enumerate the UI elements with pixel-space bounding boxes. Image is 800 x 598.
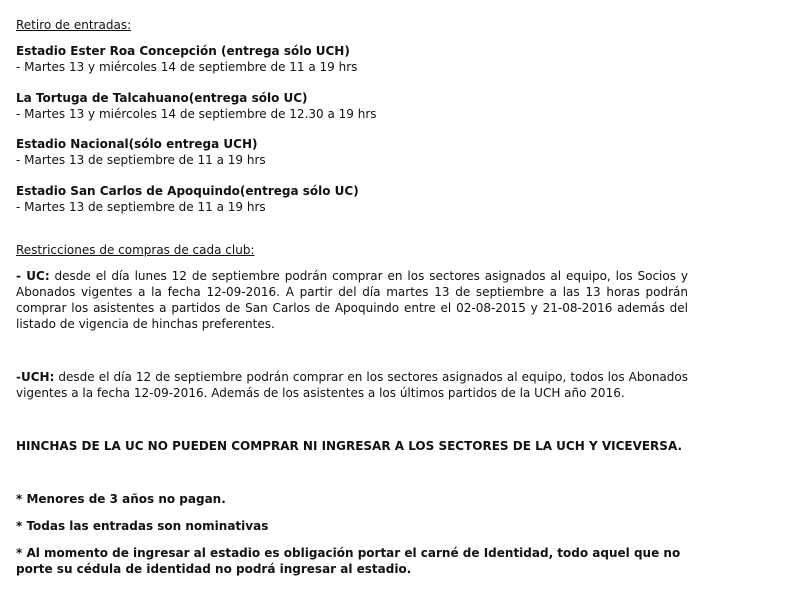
uch-restriction-text: desde el día 12 de septiembre podrán comprar en los sectores asignados al equipo, todos los Abonados vigentes a la fecha 12-09-2016. Además de los asistentes a los últimos partidos de la UCH año 2016. [16,370,688,400]
uc-label: - UC: [16,269,50,283]
fan-warning: HINCHAS DE LA UC NO PUEDEN COMPRAR NI INGRESAR A LOS SECTORES DE LA UCH Y VICEVERSA. [16,439,683,453]
uch-label: -UCH: [16,370,55,384]
pickup-heading: Retiro de entradas: [16,18,132,32]
uc-restriction-text: desde el día lunes 12 de septiembre podrán comprar en los sectores asignados al equipo, los Socios y Abonados vigentes a la fecha 12-09-2016. A partir del día martes 13 de septiembre a las 13 horas podrán comprar los asistentes a partidos de San Carlos de Apoquindo entre el 02-08-2015 y 21-08-2016 además del listado de vigencia de hinchas preferentes. [16,269,688,331]
venue-schedule: - Martes 13 y miércoles 14 de septiembre de 11 a 19 hrs [16,60,358,74]
venue-schedule: - Martes 13 de septiembre de 11 a 19 hrs [16,200,266,214]
venue-estadio-nacional [16,136,266,168]
venue-schedule: - Martes 13 y miércoles 14 de septiembre de 12.30 a 19 hrs [16,107,377,121]
venue-schedule: - Martes 13 de septiembre de 11 a 19 hrs [16,153,266,167]
venue-name: Estadio San Carlos de Apoquindo(entrega sólo UC) [16,184,359,198]
uc-restriction-paragraph [16,268,688,332]
note-nominative: * Todas las entradas son nominativas [16,519,269,533]
venue-name: Estadio Ester Roa Concepción (entrega sólo UCH) [16,44,350,58]
venue-name: Estadio Nacional(sólo entrega UCH) [16,137,258,151]
note-minors: * Menores de 3 años no pagan. [16,492,226,506]
venue-ester-roa [16,43,357,75]
venue-name: La Tortuga de Talcahuano(entrega sólo UC) [16,91,308,105]
venue-san-carlos [16,183,359,215]
restrictions-heading: Restricciones de compras de cada club: [16,243,255,257]
note-id-required: * Al momento de ingresar al estadio es obligación portar el carné de Identidad, todo aquel que no porte su cédula de identidad no podrá ingresar al estadio. [16,546,681,576]
venue-tortuga-talcahuano [16,90,377,122]
uch-restriction-paragraph [16,369,688,401]
